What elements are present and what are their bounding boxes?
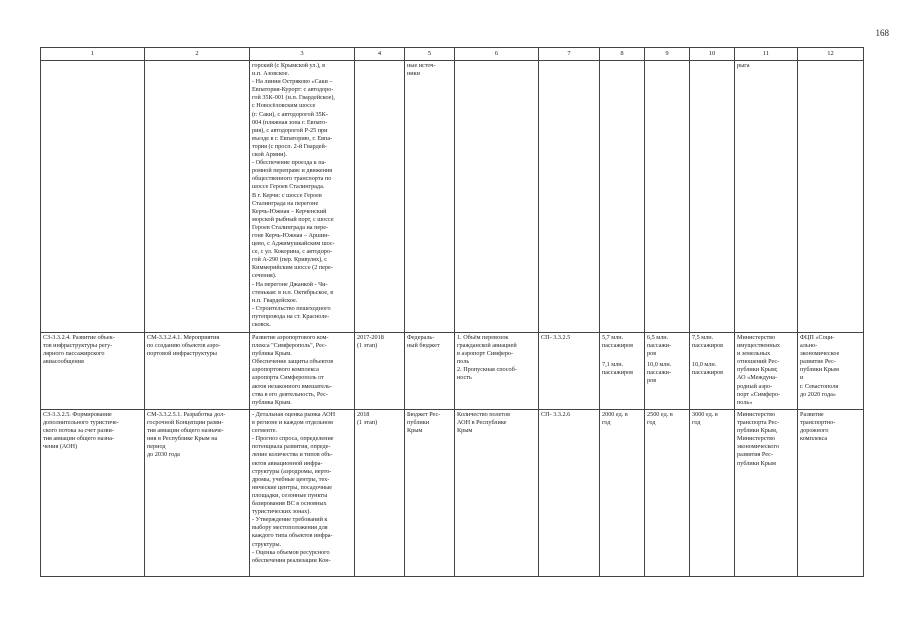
table-cell: рыга	[735, 61, 798, 333]
page-number: 168	[875, 28, 889, 38]
table-cell: 2018 (1 этап)	[355, 410, 405, 577]
value-2018: 7,5 млн. пассажиров	[692, 334, 724, 350]
table-cell: Развитие аэропортового ком- плекса "Симферополь", Рес- публика Крым. Обеспечение защиты объектов аэропортового комплекса аэропорта Симферополь от актов незаконного вмешатель- ства в его деятельность, Рес- публика Крым.	[250, 333, 355, 410]
table-cell: 2500 ед. в год	[645, 410, 690, 577]
table-cell: 2017-2018 (1 этап)	[355, 333, 405, 410]
table-cell: 3000 ед. в год	[690, 410, 735, 577]
header-row	[41, 48, 864, 61]
table-cell	[539, 61, 600, 333]
table-cell: ФЦП «Соци- ально- экономическое развитие Рес- публики Крым и г. Севастополя до 2020 года»	[798, 333, 864, 410]
value-2018-capacity: 10,0 млн. пассажиров	[692, 361, 724, 377]
table-cell: Развитие транспортно- дорожного комплекса	[798, 410, 864, 577]
header-cell: 5	[405, 48, 455, 61]
table-cell: СП- 3.3.2.5	[539, 333, 600, 410]
table-cell: Министерство имущественных и земельных отношений Рес- публики Крым; АО «Междуна- родный аэро- порт «Симферо- поль»	[735, 333, 798, 410]
table-cell: СП- 3.3.2.6	[539, 410, 600, 577]
table-cell	[145, 61, 250, 333]
table-cell	[455, 61, 539, 333]
table-cell	[600, 61, 645, 333]
table-cell: СЗ-3.3.2.4. Развитие объек- тов инфраструктуры регу- лярного пассажирского авиасообщения	[41, 333, 145, 410]
table-cell: Министерство транспорта Рес- публики Крым, Министерство экономического развития Рес- публики Крым	[735, 410, 798, 577]
table-cell: 2000 ед. в год	[600, 410, 645, 577]
table-cell	[645, 61, 690, 333]
table-cell: СМ-3.3.2.4.1. Мероприятия по созданию объектов аэро- портовой инфраструктуры	[145, 333, 250, 410]
table-cell	[355, 61, 405, 333]
value-2017: 6,5 млн. пассажи- ров	[647, 334, 672, 358]
table-cell: СМ-3.3.2.5.1. Разработка дол- госрочной Концепции разви- тия авиации общего назначе- ния в Республике Крым на период до 2030 года	[145, 410, 250, 577]
header-cell: 3	[250, 48, 355, 61]
table-cell: СЗ-3.3.2.5. Формирование дополнительного туристиче- ского потока за счет разви- тия авиации общего назна- чения (АОН)	[41, 410, 145, 577]
document-table	[40, 47, 864, 577]
table-cell: - Детальная оценка рынка АОН в регионе и каждом отдельном сегменте. - Прогноз спроса, определение потенциала развития, опреде- ление количества и типов объ- ектов авиационной инфра- структуры (аэродромы, верто- дромы, учебные центры, тех- нические центры, посадочные площадки, сезонные пункты базирования ВС в основных туристических зонах). - Утверждение требований к выбору местоположения для каждого типа объектов инфра- структуры. - Оценка объемов ресурсного обеспечения реализации Кон-	[250, 410, 355, 577]
table-cell: Бюджет Рес- публики Крым	[405, 410, 455, 577]
header-cell: 4	[355, 48, 405, 61]
table-cell: 1. Объём перевозок гражданской авиацией в аэропорт Симферо- поль 2. Пропускная способ- ность	[455, 333, 539, 410]
header-cell: 10	[690, 48, 735, 61]
header-cell: 9	[645, 48, 690, 61]
header-cell: 1	[41, 48, 145, 61]
table-cell: горский (с Крымской ул.), в н.п. Азовское. - На линии Остряково «Саки – Евпатория-Курорт: с автодоро- гой 35К-001 (н.п. Гвардейское), с Новосёловским шоссе (г. Саки), с автодорогой 35К- 004 (пляжная зона г. Евпато- рия), с автодорогой Р-25 при въезде в г. Евпаторию, г. Евпа- тория (с просп. 2-й Гвардей- ской Армии). - Обеспечение проезда к па- ромной переправе и движения общественного транспорта по шоссе Героев Сталинграда. В г. Керчи: с шоссе Героев Сталинграда на перегоне Керчь-Южная – Керченский морской рыбный порт, с шоссе Героев Сталинграда на пере- гоне Керчь-Южная – Аршин- цево, с Аджимушкайским шос- се, с ул. Кокорина, с автодоро- гой А-290 (пер. Кривулях), с Киммерийским шоссе (2 пере- сечения). - На перегоне Джанкой - Чи- стенькая: в н.п. Октябрьское, в н.п. Гвардейское. - Строительство пешеходного путепровода на ст. Красноле- сковск.	[250, 61, 355, 333]
value-2016-capacity: 7,1 млн. пассажиров	[602, 361, 634, 377]
value-2016: 5,7 млн. пассажиров	[602, 334, 634, 350]
header-cell: 12	[798, 48, 864, 61]
table-cell	[41, 61, 145, 333]
table-cell	[798, 61, 864, 333]
table-cell	[645, 333, 690, 410]
table-row	[41, 410, 864, 577]
table-cell	[600, 333, 645, 410]
table-row	[41, 61, 864, 333]
table-cell	[690, 61, 735, 333]
table-cell: Количество полетов АОН в Республике Крым	[455, 410, 539, 577]
header-cell: 7	[539, 48, 600, 61]
header-cell: 8	[600, 48, 645, 61]
header-cell: 2	[145, 48, 250, 61]
table-cell	[690, 333, 735, 410]
table-cell: Федераль- ный бюджет	[405, 333, 455, 410]
table-row	[41, 333, 864, 410]
header-cell: 11	[735, 48, 798, 61]
value-2017-capacity: 10,0 млн. пассажи- ров	[647, 361, 672, 385]
header-cell: 6	[455, 48, 539, 61]
table-cell: ные источ- ники	[405, 61, 455, 333]
